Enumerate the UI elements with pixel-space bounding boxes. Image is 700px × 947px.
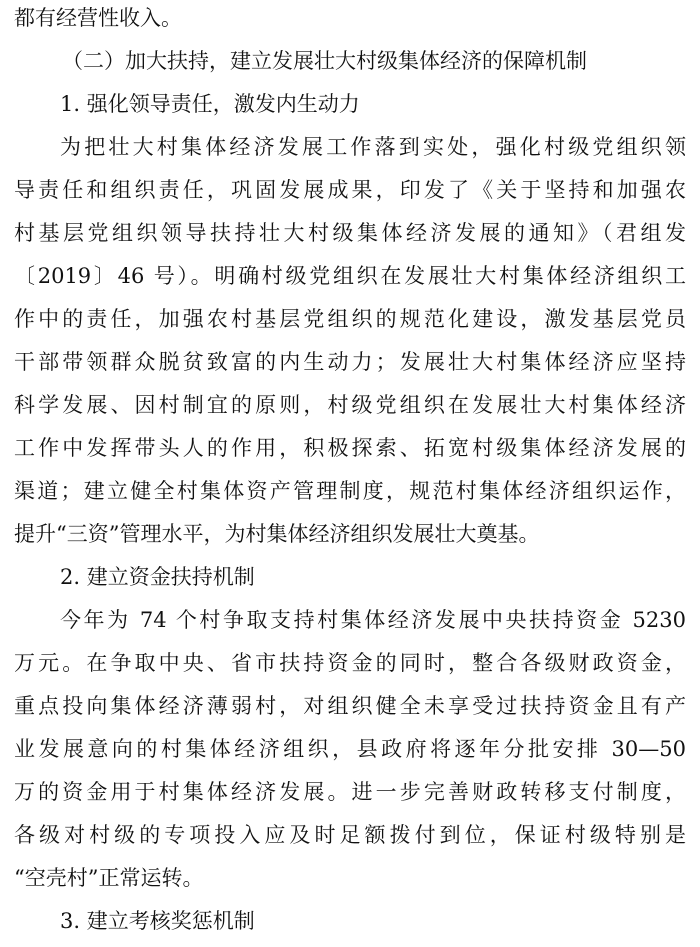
text-line: 干部带领群众脱贫致富的内生动力；发展壮大村集体经济应坚持 <box>14 350 686 374</box>
text-line: 导责任和组织责任，巩固发展成果，印发了《关于坚持和加强农 <box>14 178 686 202</box>
subsection-heading: 2. 建立资金扶持机制 <box>60 565 255 589</box>
paragraph-first-line: 为把壮大村集体经济发展工作落到实处，强化村级党组织领 <box>60 135 686 159</box>
text-line: 各级对村级的专项投入应及时足额拨付到位，保证村级特别是 <box>14 823 686 847</box>
text-line: 都有经营性收入。 <box>14 6 182 30</box>
paragraph-first-line: 今年为 74 个村争取支持村集体经济发展中央扶持资金 5230 <box>60 608 686 632</box>
text-line: 科学发展、因村制宜的原则，村级党组织在发展壮大村集体经济 <box>14 393 686 417</box>
text-line: 工作中发挥带头人的作用，积极探索、拓宽村级集体经济发展的 <box>14 436 686 460</box>
text-line: 万元。在争取中央、省市扶持资金的同时，整合各级财政资金， <box>14 651 686 675</box>
text-line: 村基层党组织领导扶持壮大村级集体经济发展的通知》（君组发 <box>14 221 686 245</box>
text-line: 业发展意向的村集体经济组织，县政府将逐年分批安排 30—50 <box>14 737 686 761</box>
text-line: 提升“三资”管理水平，为村集体经济组织发展壮大奠基。 <box>14 522 540 546</box>
text-line: 〔2019〕46 号）。明确村级党组织在发展壮大村集体经济组织工 <box>14 264 686 288</box>
text-line: “空壳村”正常运转。 <box>14 866 204 890</box>
text-line: 渠道；建立健全村集体资产管理制度，规范村集体经济组织运作， <box>14 479 686 503</box>
subsection-heading: 1. 强化领导责任，激发内生动力 <box>60 92 360 116</box>
section-heading: （二）加大扶持，建立发展壮大村级集体经济的保障机制 <box>62 49 587 73</box>
text-line: 作中的责任，加强农村基层党组织的规范化建设，激发基层党员 <box>14 307 686 331</box>
text-line: 万的资金用于村集体经济发展。进一步完善财政转移支付制度， <box>14 780 686 804</box>
subsection-heading: 3. 建立考核奖惩机制 <box>60 909 255 933</box>
text-line: 重点投向集体经济薄弱村，对组织健全未享受过扶持资金且有产 <box>14 694 686 718</box>
